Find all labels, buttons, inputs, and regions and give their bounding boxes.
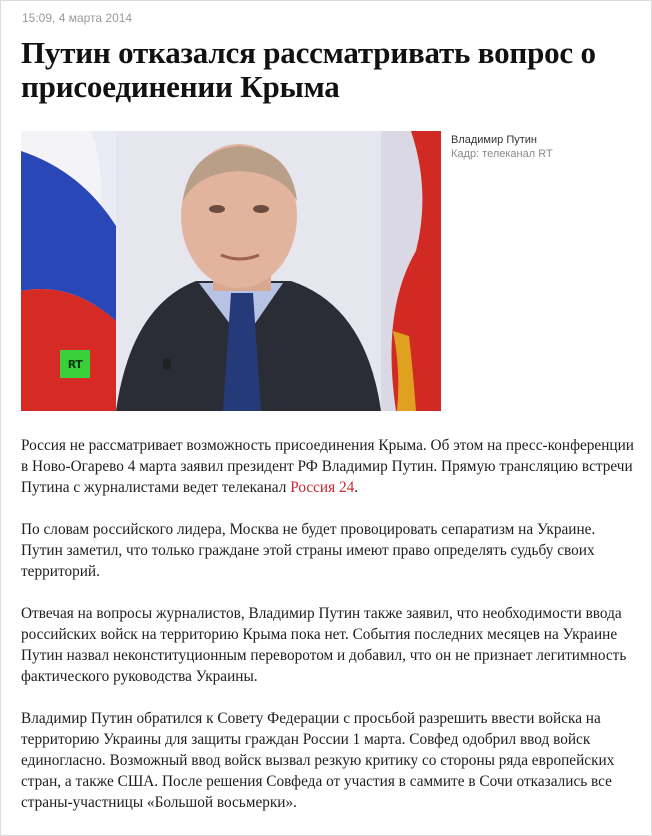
paragraph-2: По словам российского лидера, Москва не будет провоцировать сепаратизм на Украине. Путин заметил, что только граждане этой страны имеют право определять судьбу своих территорий. — [21, 521, 596, 580]
paragraph-1 — [21, 435, 639, 498]
article-body — [21, 435, 639, 834]
paragraph-4: Владимир Путин обратился к Совету Федерации с просьбой разрешить ввести войска на территорию Украины для защиты граждан России 1 марта. Совфед одобрил ввод войск единогласно. Возможный ввод войск вызвал резкую критику со стороны ряда европейских стран, а также США. После решения Совфеда от участия в саммите в Сочи отказались все страны-участницы «Большой восьмерки». — [21, 710, 615, 811]
caption-name: Владимир Путин — [451, 134, 537, 146]
photo-caption — [451, 133, 631, 161]
paragraph-1-end: . — [354, 479, 359, 496]
article-photo[interactable] — [21, 131, 441, 411]
article-timestamp: 15:09, 4 марта 2014 — [22, 11, 133, 25]
paragraph-3: Отвечая на вопросы журналистов, Владимир Путин также заявил, что необходимости ввода российских войск на территорию Крыма пока нет. События последних месяцев на Украине Путин назвал неконституционным переворотом и добавил, что он не признает легитимность фактического руководства Украины. — [21, 605, 627, 685]
paragraph-1-text: Россия не рассматривает возможность присоединения Крыма. Об этом на пресс-конференции в Ново-Огарево 4 марта заявил президент РФ Владимир Путин. Прямую трансляцию встречи Путина с журналистами ведет телеканал — [21, 437, 634, 496]
caption-credit: Кадр: телеканал RT — [451, 148, 553, 160]
rt-logo: RT — [60, 350, 90, 378]
russia-24-link[interactable]: Россия 24 — [290, 479, 355, 496]
article-headline: Путин отказался рассматривать вопрос о присоединении Крыма — [21, 35, 596, 104]
